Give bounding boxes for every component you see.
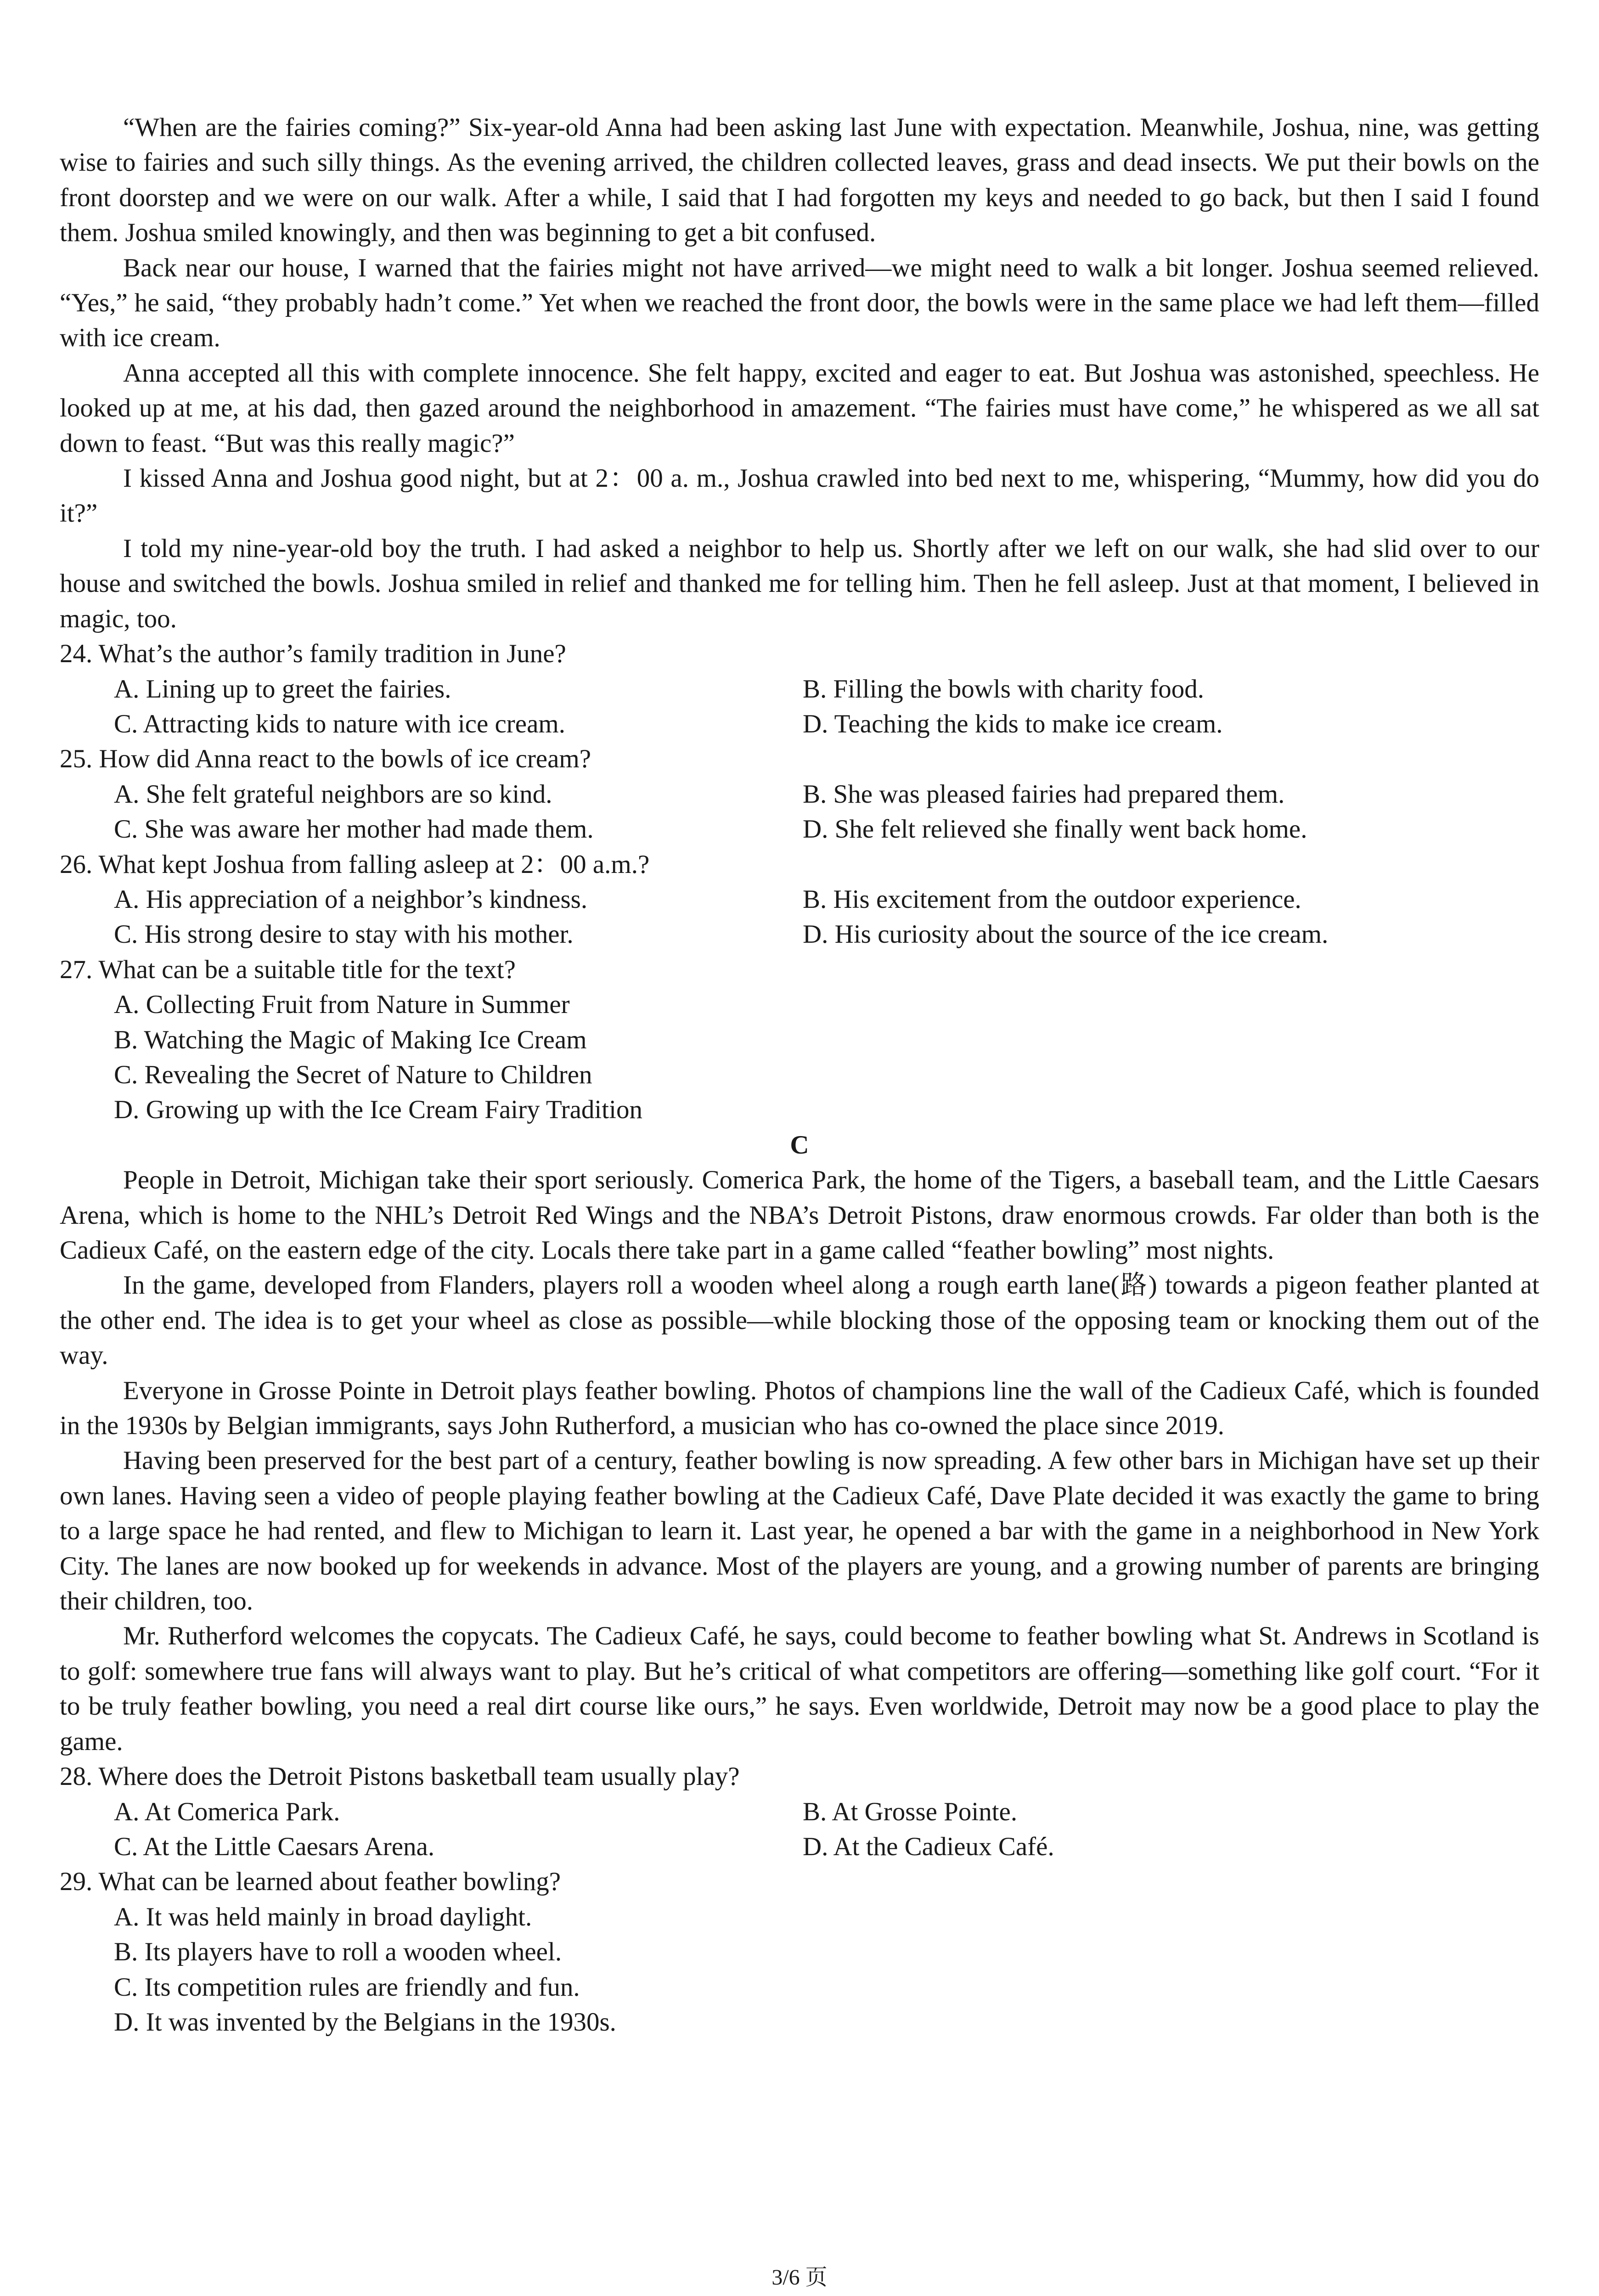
option-b: B. Its players have to roll a wooden wheel. bbox=[114, 1937, 562, 1967]
answer-options bbox=[60, 1900, 1539, 2040]
option-b: B. Filling the bowls with charity food. bbox=[803, 674, 1204, 703]
question-28 bbox=[60, 1759, 1539, 1864]
question-stem: 26. What kept Joshua from falling asleep at 2：00 a.m.? bbox=[60, 850, 650, 879]
question-stem: 28. Where does the Detroit Pistons basketball team usually play? bbox=[60, 1762, 740, 1791]
option-d: D. She felt relieved she finally went back home. bbox=[803, 815, 1307, 844]
option-b: B. Watching the Magic of Making Ice Cream bbox=[114, 1025, 587, 1054]
answer-options bbox=[60, 882, 1539, 952]
option-d: D. It was invented by the Belgians in the 1930s. bbox=[114, 2007, 616, 2037]
option-c: C. At the Little Caesars Arena. bbox=[114, 1832, 435, 1861]
option-a: A. Lining up to greet the fairies. bbox=[114, 674, 451, 703]
option-d: D. At the Cadieux Café. bbox=[803, 1832, 1054, 1861]
option-b: B. At Grosse Pointe. bbox=[803, 1797, 1018, 1826]
option-b: B. She was pleased fairies had prepared them. bbox=[803, 779, 1285, 809]
section-label-c: C bbox=[790, 1130, 809, 1159]
page-number: 3/6 页 bbox=[771, 2265, 828, 2290]
passage-paragraph: In the game, developed from Flanders, players roll a wooden wheel along a rough earth lane(路) towards a pigeon feather planted at the other end. The idea is to get your wheel as close as possible—while blocking those of the opposing team or knocking them out of the way. bbox=[60, 1271, 1539, 1370]
passage-paragraph: Anna accepted all this with complete innocence. She felt happy, excited and eager to eat. But Joshua was astonished, speechless. He looked up at me, at his dad, then gazed around the neighborhood in amazement. “The fairies must have come,” he whispered as we all sat down to feast. “But was this really magic?” bbox=[60, 358, 1539, 458]
exam-page bbox=[60, 110, 1539, 2040]
option-c: C. Revealing the Secret of Nature to Children bbox=[114, 1060, 592, 1089]
option-b: B. His excitement from the outdoor experience. bbox=[803, 884, 1301, 914]
option-d: D. Growing up with the Ice Cream Fairy Tradition bbox=[114, 1095, 642, 1125]
option-c: C. Its competition rules are friendly and fun. bbox=[114, 1972, 580, 2002]
question-stem: 27. What can be a suitable title for the text? bbox=[60, 955, 516, 984]
option-a: A. Collecting Fruit from Nature in Summer bbox=[114, 990, 570, 1019]
option-c: C. His strong desire to stay with his mother. bbox=[114, 920, 574, 949]
passage-paragraph: Having been preserved for the best part of a century, feather bowling is now spreading. A few other bars in Michigan have set up their own lanes. Having seen a video of people playing feather bowling at the Cadieux Café, Dave Plate decided it was exactly the game to bring to a large space he had rented, and flew to Michigan to learn it. Last year, he opened a bar with the game in a neighborhood in New York City. The lanes are now booked up for weekends in advance. Most of the players are young, and a growing number of parents are bringing their children, too. bbox=[60, 1446, 1539, 1616]
question-stem: 25. How did Anna react to the bowls of ice cream? bbox=[60, 744, 591, 774]
option-a: A. She felt grateful neighbors are so kind. bbox=[114, 779, 552, 809]
option-a: A. It was held mainly in broad daylight. bbox=[114, 1902, 532, 1931]
option-c: C. Attracting kids to nature with ice cream. bbox=[114, 709, 565, 738]
passage-paragraph: I told my nine-year-old boy the truth. I had asked a neighbor to help us. Shortly after we left on our walk, she had slid over to our house and switched the bowls. Joshua smiled in relief and thanked me for telling him. Then he fell asleep. Just at that moment, I believed in magic, too. bbox=[60, 534, 1539, 633]
option-c: C. She was aware her mother had made them. bbox=[114, 815, 594, 844]
passage-paragraph: Everyone in Grosse Pointe in Detroit plays feather bowling. Photos of champions line the wall of the Cadieux Café, which is founded in the 1930s by Belgian immigrants, says John Rutherford, a musician who has co-owned the place since 2019. bbox=[60, 1376, 1539, 1441]
passage-paragraph: I kissed Anna and Joshua good night, but at 2：00 a. m., Joshua crawled into bed next to me, whispering, “Mummy, how did you do it?” bbox=[60, 464, 1539, 528]
passage-paragraph: Mr. Rutherford welcomes the copycats. The Cadieux Café, he says, could become to feather bowling what St. Andrews in Scotland is to golf: somewhere true fans will always want to play. But he’s critical of what competitors are offering—something like golf court. “For it to be truly feather bowling, you need a real dirt course like ours,” he says. Even worldwide, Detroit may now be a good place to play the game. bbox=[60, 1621, 1539, 1756]
passage-paragraph: “When are the fairies coming?” Six-year-old Anna had been asking last June with expectation. Meanwhile, Joshua, nine, was getting wise to fairies and such silly things. As the evening arrived, the children collected leaves, grass and dead insects. We put their bowls on the front doorstep and we were on our walk. After a while, I said that I had forgotten my keys and needed to go back, but then I said I found them. Joshua smiled knowingly, and then was beginning to get a bit confused. bbox=[60, 113, 1539, 248]
passage-paragraph: People in Detroit, Michigan take their sport seriously. Comerica Park, the home of the Tigers, a baseball team, and the Little Caesars Arena, which is home to the NHL’s Detroit Red Wings and the NBA’s Detroit Pistons, draw enormous crowds. Far older than both is the Cadieux Café, on the eastern edge of the city. Locals there take part in a game called “feather bowling” most nights. bbox=[60, 1165, 1539, 1265]
answer-options bbox=[60, 672, 1539, 742]
question-27 bbox=[60, 952, 1539, 1128]
passage-paragraph: Back near our house, I warned that the fairies might not have arrived—we might need to walk a bit longer. Joshua seemed relieved. “Yes,” he said, “they probably hadn’t come.” Yet when we reached the front door, the bowls were in the same place we had left them—filled with ice cream. bbox=[60, 253, 1539, 353]
question-25 bbox=[60, 742, 1539, 847]
passage-c bbox=[60, 1163, 1539, 1759]
answer-options bbox=[60, 987, 1539, 1128]
question-stem: 24. What’s the author’s family tradition in June? bbox=[60, 639, 566, 669]
answer-options bbox=[60, 777, 1539, 847]
question-26 bbox=[60, 847, 1539, 952]
question-24 bbox=[60, 636, 1539, 742]
question-29 bbox=[60, 1864, 1539, 2040]
option-a: A. At Comerica Park. bbox=[114, 1797, 340, 1826]
option-d: D. His curiosity about the source of the ice cream. bbox=[803, 920, 1329, 949]
option-a: A. His appreciation of a neighbor’s kindness. bbox=[114, 884, 588, 914]
passage-b bbox=[60, 110, 1539, 636]
answer-options bbox=[60, 1795, 1539, 1865]
question-stem: 29. What can be learned about feather bowling? bbox=[60, 1867, 561, 1896]
option-d: D. Teaching the kids to make ice cream. bbox=[803, 709, 1223, 738]
